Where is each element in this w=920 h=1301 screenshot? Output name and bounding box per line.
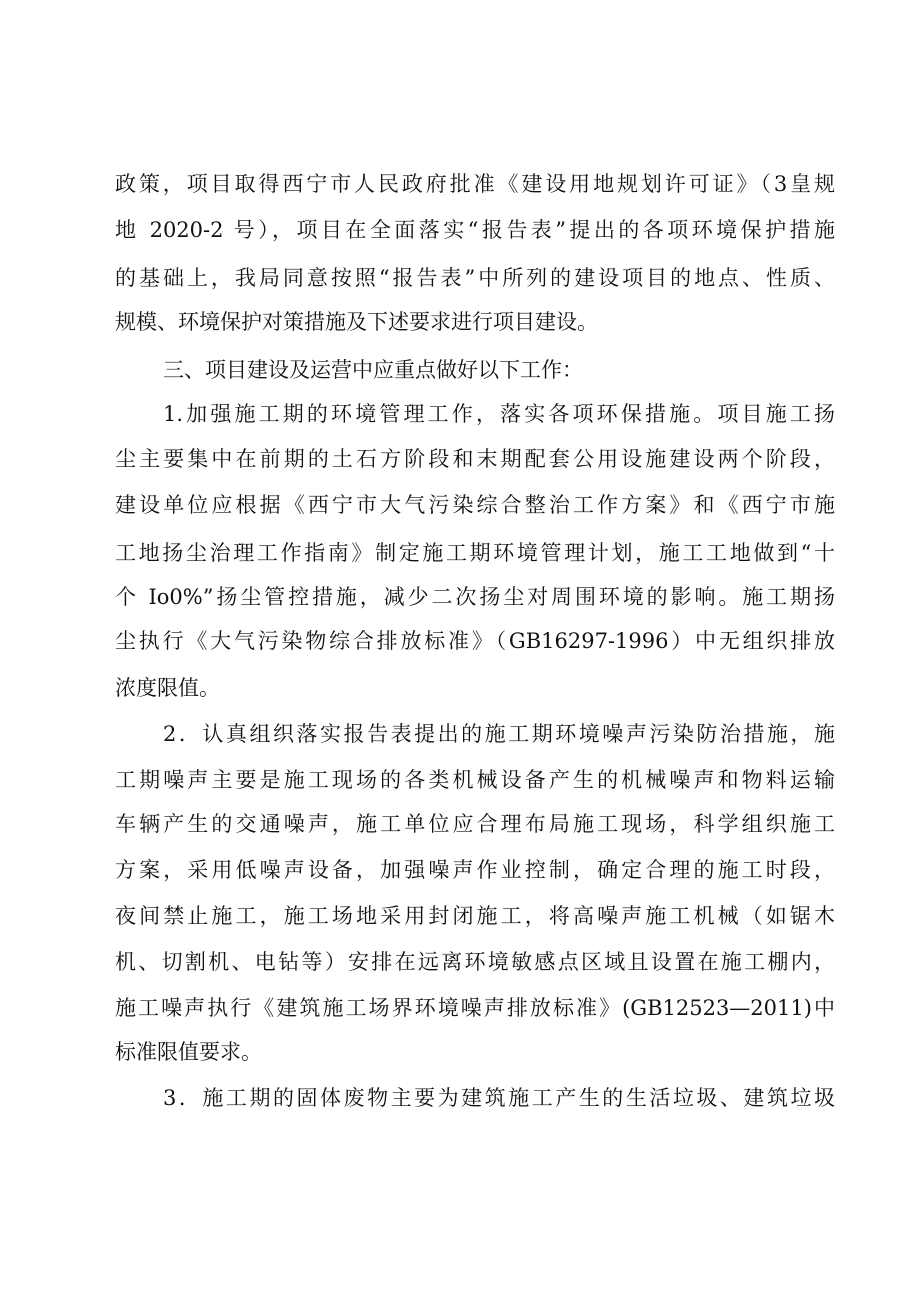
text-line: 浓度限值。 [115,676,220,700]
text-line: 方案，采用低噪声设备，加强噪声作业控制，确定合理的施工时段， [115,858,835,882]
text-line: 建设单位应根据《西宁市大气污染综合整治工作方案》和《西宁市施 [115,493,835,517]
text-line: 车辆产生的交通噪声，施工单位应合理布局施工现场，科学组织施工 [115,812,835,836]
text-line: 工期噪声主要是施工现场的各类机械设备产生的机械噪声和物料运输 [115,768,835,792]
text-line: 规模、环境保护对策措施及下述要求进行项目建设。 [115,310,598,334]
section-heading: 三、项目建设及运营中应重点做好以下工作： [163,358,583,382]
text-line: 机、切割机、电钻等）安排在远离环境敏感点区域且设置在施工棚内， [115,950,835,974]
text-line: 1.加强施工期的环境管理工作，落实各项环保措施。项目施工扬 [163,402,835,426]
text-line: 2．认真组织落实报告表提出的施工期环境噪声污染防治措施，施 [163,722,835,746]
text-line: 标准限值要求。 [115,1040,262,1064]
text-line: 政策，项目取得西宁市人民政府批准《建设用地规划许可证》（3皇规 [115,172,835,196]
text-line: 施工噪声执行《建筑施工场界环境噪声排放标准》(GB12523—2011)中 [115,996,835,1020]
text-line: 尘执行《大气污染物综合排放标准》（GB16297-1996）中无组织排放 [115,629,835,653]
text-line: 尘主要集中在前期的土石方阶段和末期配套公用设施建设两个阶段， [115,447,835,471]
text-line: 工地扬尘治理工作指南》制定施工期环境管理计划，施工工地做到“十 [115,541,835,565]
text-line: 夜间禁止施工，施工场地采用封闭施工，将高噪声施工机械（如锯木 [115,904,835,928]
text-line: 的基础上，我局同意按照“报告表”中所列的建设项目的地点、性质、 [115,266,835,290]
text-line: 地 2020-2 号），项目在全面落实“报告表”提出的各项环境保护措施 [115,218,835,242]
text-line: 3．施工期的固体废物主要为建筑施工产生的生活垃圾、建筑垃圾 [163,1086,835,1110]
text-line: 个 Io0%”扬尘管控措施，减少二次扬尘对周围环境的影响。施工期扬 [115,585,835,609]
